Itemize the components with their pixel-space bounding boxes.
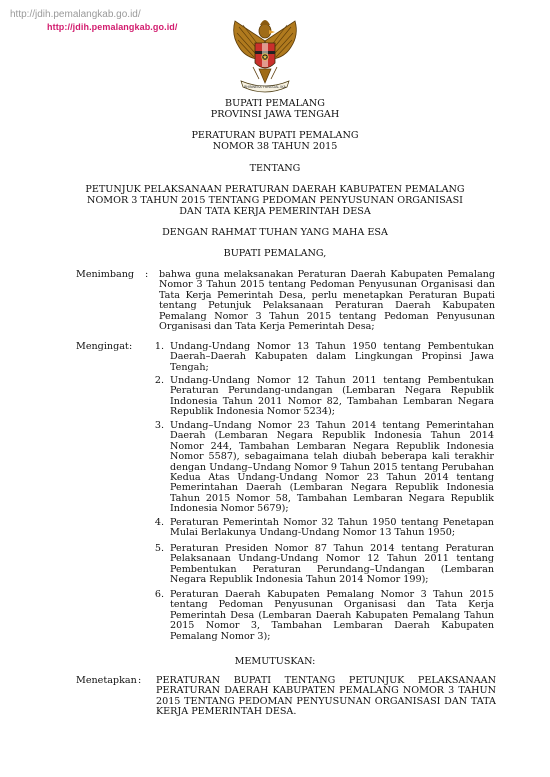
- menimbang-colon: :: [145, 269, 149, 280]
- menetapkan-label: Menetapkan: [76, 675, 137, 686]
- regent-line: BUPATI PEMALANG,: [223, 248, 327, 259]
- menetapkan-text: PERATURAN BUPATI TENTANG PETUNJUK PELAKSANAAN PERATURAN DAERAH KABUPATEN PEMALANG NOMOR 3 TAHUN 2015 TENTANG PEDOMAN PENYUSUNAN ORGANISASI DAN TATA KERJA PEMERINTAH DESA.: [156, 675, 496, 718]
- mengingat-item-1-text: Undang-Undang Nomor 13 Tahun 1950 tentang Pembentukan Daerah–Daerah Kabupaten dalam Lingkungan Propinsi Jawa Tengah;: [170, 341, 494, 373]
- mengingat-item-2-text: Undang-Undang Nomor 12 Tahun 2011 tentang Pembentukan Peraturan Perundang-undangan (Lembaran Negara Republik Indonesia Tahun 2011 Nomor 82, Tambahan Lembaran Negara Republik Indonesia Nomor 5234);: [170, 375, 494, 418]
- subject-line-1: PETUNJUK PELAKSANAAN PERATURAN DAERAH KABUPATEN PEMALANG: [85, 184, 465, 195]
- blessing-line: DENGAN RAHMAT TUHAN YANG MAHA ESA: [162, 227, 388, 238]
- mengingat-item-3-text: Undang–Undang Nomor 23 Tahun 2014 tentang Pemerintahan Daerah (Lembaran Negara Republik Indonesia Tahun 2014 Nomor 244, Tambahan Lembaran Negara Republik Indonesia Nomor 5587), sebagaimana telah diubah beberapa kali terakhir dengan Undang–Undang Nomor 9 Tahun 2015 tentang Perubahan Kedua Atas Undang-Undang Nomor 23 Tahun 2014 tentang Pemerintahan Daerah (Lembaran Negara Republik Indonesia Tahun 2015 Nomor 58, Tambahan Lembaran Negara Republik Indonesia Nomor 5679);: [170, 420, 494, 515]
- regulation-title: PERATURAN BUPATI PEMALANG: [191, 130, 359, 141]
- garuda-pancasila-emblem-icon: [229, 13, 301, 95]
- mengingat-item-1-number: 1.: [154, 341, 164, 352]
- mengingat-item-2-number: 2.: [154, 375, 164, 386]
- mengingat-colon: :: [129, 341, 133, 352]
- menetapkan-colon: :: [138, 675, 142, 686]
- mengingat-item-6-number: 6.: [154, 589, 164, 600]
- authority-title: BUPATI PEMALANG: [225, 98, 325, 109]
- mengingat-item-5-text: Peraturan Presiden Nomor 87 Tahun 2014 tentang Peraturan Pelaksanaan Undang-Undang Nomor 12 Tahun 2011 tentang Pembentukan Peraturan Perundang–Undangan (Lembaran Negara Republik Indonesia Tahun 2014 Nomor 199);: [170, 543, 494, 586]
- mengingat-item-4-text: Peraturan Pemerintah Nomor 32 Tahun 1950 tentang Penetapan Mulai Berlakunya Undang-Undang Nomor 13 Tahun 1950;: [170, 517, 494, 539]
- mengingat-label: Mengingat: [76, 341, 129, 352]
- regulation-number: NOMOR 38 TAHUN 2015: [212, 141, 338, 152]
- about-heading: TENTANG: [249, 163, 301, 174]
- subject-line-3: DAN TATA KERJA PEMERINTAH DESA: [179, 206, 371, 217]
- menimbang-label: Menimbang: [76, 269, 135, 280]
- watermark-url-pink: http://jdih.pemalangkab.go.id/: [47, 22, 178, 32]
- subject-line-2: NOMOR 3 TAHUN 2015 TENTANG PEDOMAN PENYUSUNAN ORGANISASI: [87, 195, 463, 206]
- memutuskan-heading: MEMUTUSKAN:: [234, 656, 316, 667]
- mengingat-item-3-number: 3.: [154, 420, 164, 431]
- mengingat-item-6-text: Peraturan Daerah Kabupaten Pemalang Nomor 3 Tahun 2015 tentang Pedoman Penyusunan Organisasi dan Tata Kerja Pemerintah Desa (Lembaran Daerah Kabupaten Pemalang Tahun 2015 Nomor 3, Tambahan Lembaran Daerah Kabupaten Pemalang Nomor 3);: [170, 589, 494, 642]
- emblem-banner-text: BHINNEKA TUNGGAL IKA: [244, 85, 286, 89]
- mengingat-item-4-number: 4.: [154, 517, 164, 528]
- menimbang-text: bahwa guna melaksanakan Peraturan Daerah Kabupaten Pemalang Nomor 3 Tahun 2015 tentang Pedoman Penyusunan Organisasi dan Tata Kerja Pemerintah Desa, perlu menetapkan Peraturan Bupati tentang Petunjuk Pelaksanaan Peraturan Daerah Kabupaten Pemalang Nomor 3 Tahun 2015 tentang Pedoman Penyusunan Organisasi dan Tata Kerja Pemerintah Desa;: [159, 269, 495, 333]
- province-title: PROVINSI JAWA TENGAH: [210, 109, 340, 120]
- watermark-url-gray: http://jdih.pemalangkab.go.id/: [10, 9, 141, 20]
- mengingat-item-5-number: 5.: [154, 543, 164, 554]
